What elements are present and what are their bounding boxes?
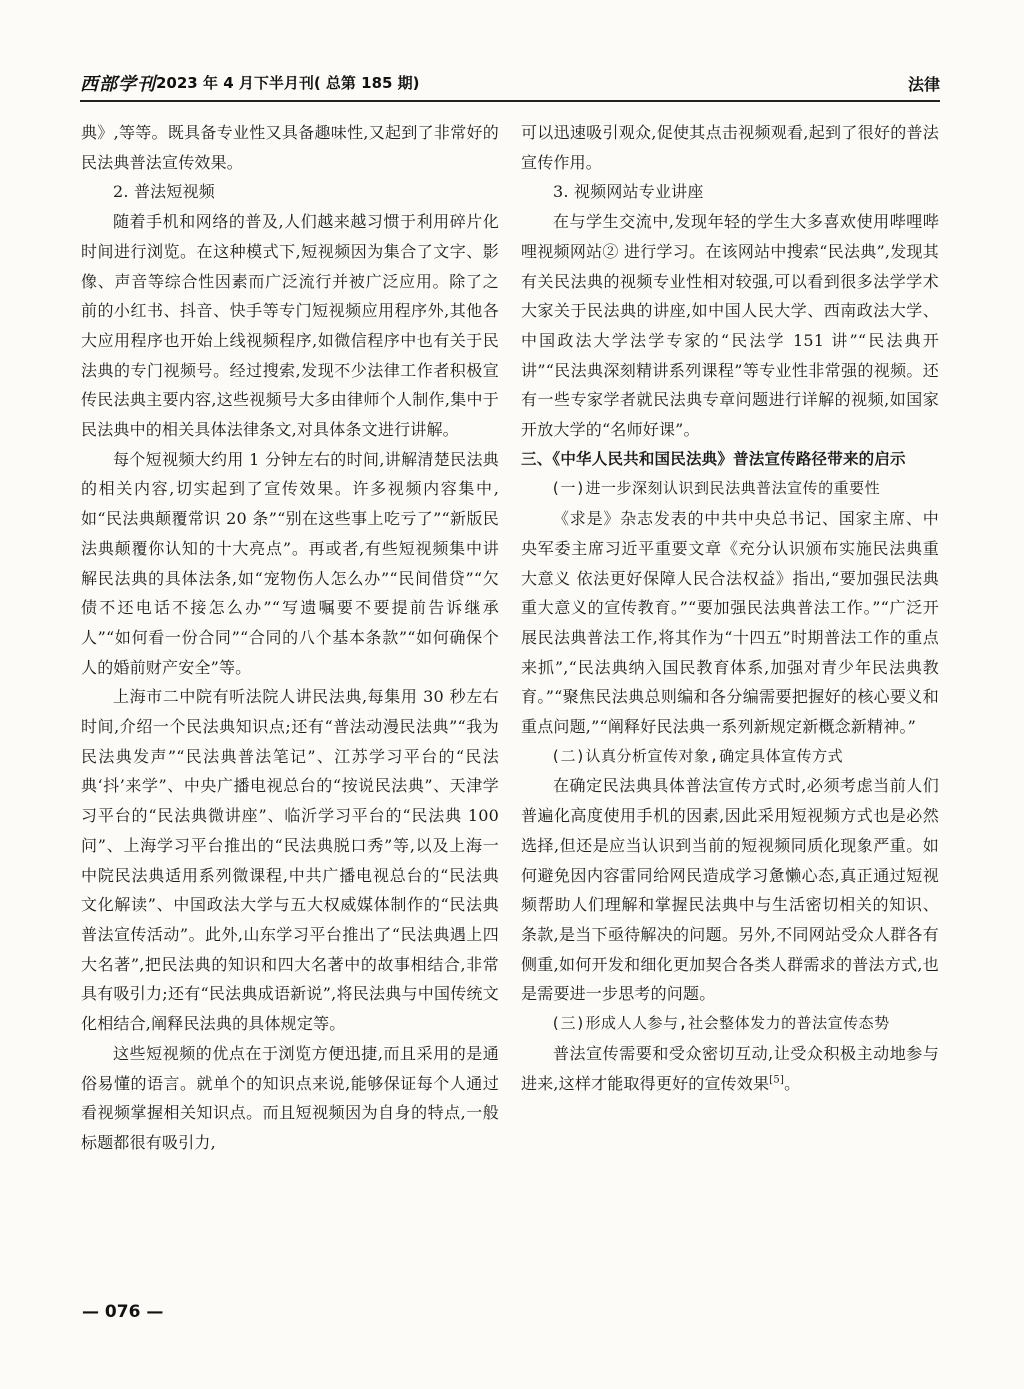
subsection-title	[521, 742, 939, 772]
continued-paragraph	[81, 118, 499, 177]
paragraph	[521, 1039, 939, 1098]
paragraph-text: 3. 视频网站专业讲座	[553, 182, 704, 202]
paragraph-text: (一)进一步深刻认识到民法典普法宣传的重要性	[551, 479, 881, 498]
paragraph-text: 在与学生交流中,发现年轻的学生大多喜欢使用哔哩哔哩视频网站② 进行学习。在该网站中搜索“民法典”,发现其有关民法典的视频专业性相对较强,可以看到很多法学学术大家关于民法典的讲座,如中国人民大学、西南政法大学、中国政法大学法学专家的“民法学 151 讲”“民法典开讲”“民法典深刻精讲系列课程”等专业性非常强的视频。还有一些专家学者就民法典专章问题进行详解的视频,如国家开放大学的“名师好课”。	[521, 212, 939, 440]
paragraph-text: 随着手机和网络的普及,人们越来越习惯于利用碎片化时间进行浏览。在这种模式下,短视频因为集合了文字、影像、声音等综合性因素而广泛流行并被广泛应用。除了之前的小红书、抖音、快手等专门短视频应用程序外,其他各大应用程序也开始上线视频程序,如微信程序中也有关于民法典的专门视频号。经过搜索,发现不少法律工作者积极宣传民法典主要内容,这些视频号大多由律师个人制作,集中于民法典中的相关具体法律条文,对具体条文进行讲解。	[81, 212, 499, 440]
paragraph	[81, 207, 499, 445]
right-column	[521, 118, 939, 1098]
paragraph-text: 上海市二中院有听法院人讲民法典,每集用 30 秒左右时间,介绍一个民法典知识点;还有“普法动漫民法典”“我为民法典发声”“民法典普法笔记”、江苏学习平台的“民法典‘抖’来学”、中央广播电视总台的“按说民法典”、天津学习平台的“民法典微讲座”、临沂学习平台的“民法典 100 问”、上海学习平台推出的“民法典脱口秀”等,以及上海一中院民法典适用系列微课程,中共广播电视总台的“民法典文化解读”、中国政法大学与五大权威媒体制作的“民法典普法宣传活动”。此外,山东学习平台推出了“民法典遇上四大名著”,把民法典的知识和四大名著中的故事相结合,非常具有吸引力;还有“民法典成语新说”,将民法典与中国传统文化相结合,阐释民法典的具体规定等。	[81, 687, 499, 1034]
paragraph	[81, 1039, 499, 1158]
subsection-heading	[521, 177, 939, 207]
citation-marker: [5]	[769, 1074, 785, 1086]
journal-logo: 西部学刊	[80, 74, 156, 95]
paragraph-text: 2. 普法短视频	[113, 182, 215, 202]
left-column	[81, 118, 499, 1158]
subsection-heading	[81, 177, 499, 207]
section-name: 法律	[907, 75, 940, 94]
paragraph-text: 这些短视频的优点在于浏览方便迅捷,而且采用的是通俗易懂的语言。就单个的知识点来说,能够保证每个人通过看视频掌握相关知识点。而且短视频因为自身的特点,一般标题都很有吸引力,	[81, 1043, 499, 1152]
paragraph-text: 普法宣传需要和受众密切互动,让受众积极主动地参与进来,这样才能取得更好的宣传效果	[521, 1043, 939, 1093]
subsection-title	[521, 1009, 939, 1039]
subsection-title	[521, 474, 939, 504]
paragraph	[521, 207, 939, 445]
header-rule	[80, 100, 940, 102]
paragraph-text: 每个短视频大约用 1 分钟左右的时间,讲解清楚民法典的相关内容,切实起到了宣传效果。许多视频内容集中,如“民法典颠覆常识 20 条”“别在这些事上吃亏了”“新版民法典颠覆你认知的十大亮点”。再或者,有些短视频集中讲解民法典的具体法条,如“宠物伤人怎么办”“民间借贷”“欠债不还电话不接怎么办”“写遗嘱要不要提前告诉继承人”“如何看一份合同”“合同的八个基本条款”“如何确保个人的婚前财产安全”等。	[81, 449, 499, 677]
paragraph	[521, 504, 939, 742]
paragraph	[521, 771, 939, 1009]
page-number: — 076 —	[82, 1302, 164, 1322]
paragraph	[81, 682, 499, 1038]
paragraph-text: 《求是》杂志发表的中共中央总书记、国家主席、中央军委主席习近平重要文章《充分认识颁布实施民法典重大意义 依法更好保障人民合法权益》指出,“要加强民法典重大意义的宣传教育。”“要加强民法典普法工作。”“广泛开展民法典普法工作,将其作为“十四五”时期普法工作的重点来抓”,“民法典纳入国民教育体系,加强对青少年民法典教育。”“聚焦民法典总则编和各分编需要把握好的核心要义和重点问题,”“阐释好民法典一系列新规定新概念新精神。”	[521, 509, 939, 737]
paragraph-text: (三)形成人人参与,社会整体发力的普法宣传态势	[551, 1014, 890, 1033]
paragraph-text: 可以迅速吸引观众,促使其点击视频观看,起到了很好的普法宣传作用。	[521, 123, 939, 172]
journal-issue: 2023 年 4 月下半月刊( 总第 185 期)	[156, 74, 420, 92]
page-header	[80, 66, 940, 98]
continued-paragraph	[521, 118, 939, 177]
paragraph-tail: 。	[784, 1073, 801, 1093]
paragraph-text: 三、《中华人民共和国民法典》普法宣传路径带来的启示	[521, 449, 906, 468]
paragraph-text: 典》,等等。既具备专业性又具备趣味性,又起到了非常好的民法典普法宣传效果。	[81, 123, 499, 172]
paragraph	[81, 445, 499, 683]
paragraph-text: 在确定民法典具体普法宣传方式时,必须考虑当前人们普遍化高度使用手机的因素,因此采用短视频方式也是必然选择,但还是应当认识到当前的短视频同质化现象严重。如何避免因内容雷同给网民造成学习惫懒心态,真正通过短视频帮助人们理解和掌握民法典中与生活密切相关的知识、条款,是当下亟待解决的问题。另外,不同网站受众人群各有侧重,如何开发和细化更加契合各类人群需求的普法方式,也是需要进一步思考的问题。	[521, 776, 939, 1004]
paragraph-text: (二)认真分析宣传对象,确定具体宣传方式	[551, 746, 844, 765]
section-heading	[521, 445, 939, 475]
